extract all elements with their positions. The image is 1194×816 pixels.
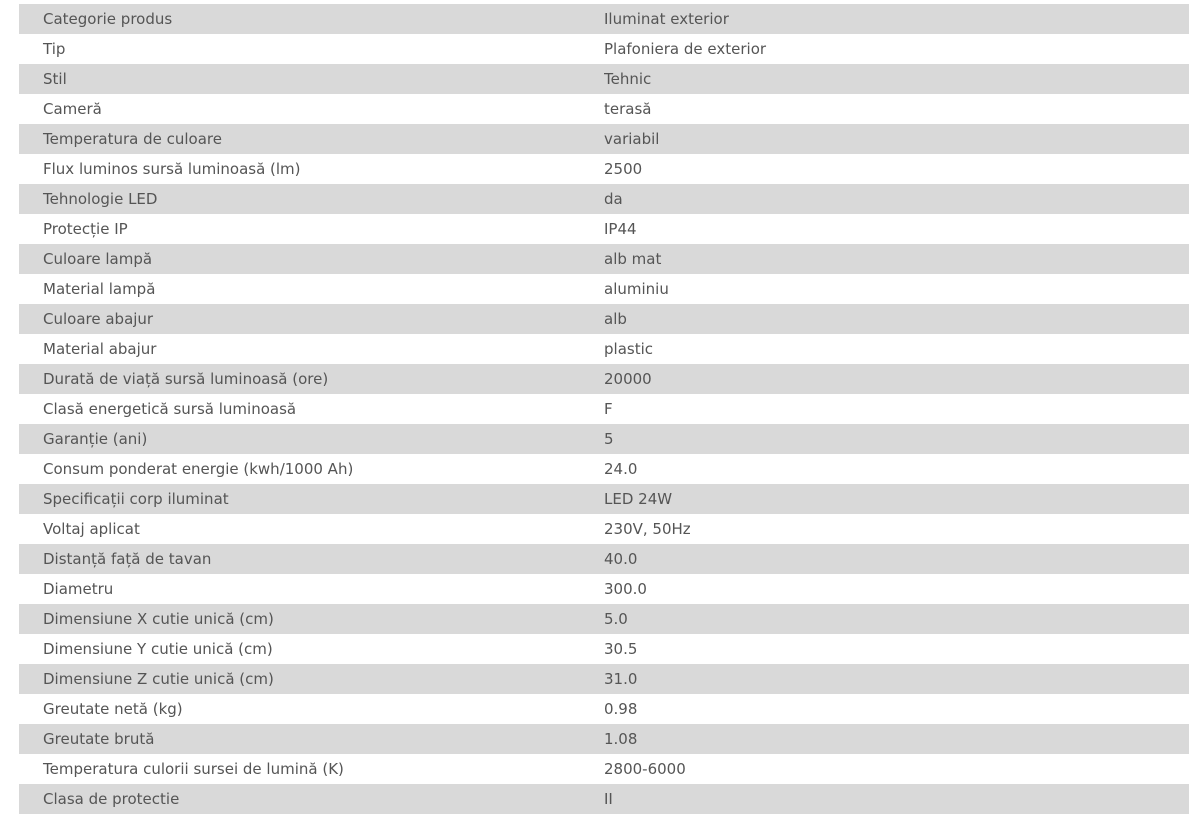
spec-value: 40.0 <box>604 550 638 568</box>
spec-value: Iluminat exterior <box>604 10 729 28</box>
spec-label: Diametru <box>43 580 114 598</box>
spec-value: variabil <box>604 130 660 148</box>
spec-value: 24.0 <box>604 460 638 478</box>
spec-value: terasă <box>604 100 652 118</box>
spec-row <box>19 634 1189 664</box>
product-specs-table <box>19 4 1189 814</box>
spec-label: Durată de viață sursă luminoasă (ore) <box>43 370 329 388</box>
spec-row <box>19 4 1189 34</box>
spec-row <box>19 274 1189 304</box>
spec-label: Protecție IP <box>43 220 128 238</box>
spec-row <box>19 394 1189 424</box>
spec-label: Material lampă <box>43 280 156 298</box>
spec-value: aluminiu <box>604 280 669 298</box>
spec-row <box>19 244 1189 274</box>
spec-row <box>19 724 1189 754</box>
spec-value: 230V, 50Hz <box>604 520 691 538</box>
spec-label: Greutate brută <box>43 730 155 748</box>
spec-value: 2500 <box>604 160 643 178</box>
spec-label: Consum ponderat energie (kwh/1000 Ah) <box>43 460 354 478</box>
spec-row <box>19 34 1189 64</box>
spec-row <box>19 544 1189 574</box>
product-specs-body <box>19 4 1189 814</box>
spec-label: Material abajur <box>43 340 157 358</box>
spec-value: plastic <box>604 340 653 358</box>
spec-label: Specificații corp iluminat <box>43 490 229 508</box>
spec-value: 300.0 <box>604 580 647 598</box>
spec-value: Tehnic <box>604 70 652 88</box>
spec-label: Greutate netă (kg) <box>43 700 183 718</box>
spec-label: Categorie produs <box>43 10 173 28</box>
spec-row <box>19 334 1189 364</box>
spec-value: 1.08 <box>604 730 638 748</box>
spec-row <box>19 784 1189 814</box>
spec-row <box>19 154 1189 184</box>
spec-value: alb <box>604 310 627 328</box>
spec-row <box>19 754 1189 784</box>
spec-label: Flux luminos sursă luminoasă (lm) <box>43 160 301 178</box>
spec-label: Cameră <box>43 100 102 118</box>
spec-label: Dimensiune Z cutie unică (cm) <box>43 670 274 688</box>
spec-row <box>19 64 1189 94</box>
spec-label: Clasa de protectie <box>43 790 180 808</box>
spec-value: F <box>604 400 613 418</box>
spec-label: Temperatura culorii sursei de lumină (K) <box>43 760 344 778</box>
spec-label: Distanță față de tavan <box>43 550 212 568</box>
spec-label: Stil <box>43 70 67 88</box>
spec-row <box>19 124 1189 154</box>
spec-label: Clasă energetică sursă luminoasă <box>43 400 297 418</box>
spec-value: Plafoniera de exterior <box>604 40 767 58</box>
spec-row <box>19 424 1189 454</box>
spec-row <box>19 364 1189 394</box>
spec-label: Voltaj aplicat <box>43 520 140 538</box>
spec-value: 5.0 <box>604 610 628 628</box>
spec-value: LED 24W <box>604 490 673 508</box>
spec-label: Culoare lampă <box>43 250 153 268</box>
spec-label: Tip <box>43 40 66 58</box>
spec-value: 30.5 <box>604 640 638 658</box>
spec-label: Dimensiune X cutie unică (cm) <box>43 610 274 628</box>
spec-row <box>19 184 1189 214</box>
spec-row <box>19 514 1189 544</box>
spec-row <box>19 604 1189 634</box>
spec-row <box>19 484 1189 514</box>
spec-row <box>19 454 1189 484</box>
spec-value: alb mat <box>604 250 662 268</box>
spec-label: Tehnologie LED <box>43 190 158 208</box>
spec-value: 5 <box>604 430 614 448</box>
spec-row <box>19 694 1189 724</box>
spec-row <box>19 574 1189 604</box>
spec-label: Culoare abajur <box>43 310 154 328</box>
spec-value: IP44 <box>604 220 637 238</box>
spec-value: 20000 <box>604 370 652 388</box>
spec-row <box>19 214 1189 244</box>
spec-value: II <box>604 790 613 808</box>
spec-label: Temperatura de culoare <box>43 130 222 148</box>
spec-row <box>19 94 1189 124</box>
spec-value: 2800-6000 <box>604 760 686 778</box>
spec-value: da <box>604 190 623 208</box>
spec-label: Garanție (ani) <box>43 430 148 448</box>
spec-value: 31.0 <box>604 670 638 688</box>
spec-label: Dimensiune Y cutie unică (cm) <box>43 640 273 658</box>
spec-row <box>19 304 1189 334</box>
spec-value: 0.98 <box>604 700 638 718</box>
spec-row <box>19 664 1189 694</box>
